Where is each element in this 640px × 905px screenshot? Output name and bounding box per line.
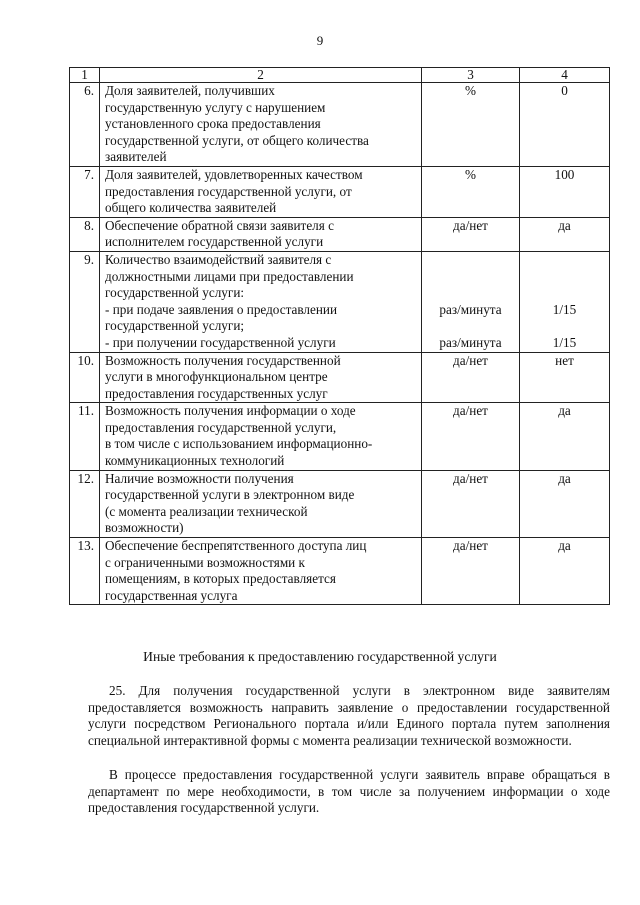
table-row (70, 251, 610, 352)
unit-line (426, 318, 515, 335)
value-cell (520, 251, 610, 352)
unit-cell (422, 83, 520, 167)
criterion-line: заявителей (105, 149, 167, 165)
unit-line (426, 269, 515, 286)
value-line (524, 252, 605, 269)
criterion-line: Наличие возможности получения (105, 470, 294, 486)
unit-line: да/нет (453, 217, 488, 233)
paragraph-25 (88, 683, 610, 749)
value-line (524, 318, 605, 335)
value-cell (520, 83, 610, 167)
value-cell (520, 403, 610, 470)
header-cell-2: 2 (100, 68, 422, 83)
value-cell (520, 538, 610, 605)
value-cell (520, 166, 610, 217)
criterion-line: - при подаче заявления о предоставлении (105, 301, 338, 317)
value-line: да (558, 538, 571, 554)
unit-line: раз/минута (439, 301, 502, 317)
criteria-table (69, 67, 610, 605)
unit-line: % (465, 166, 476, 182)
unit-cell (422, 538, 520, 605)
value-line (524, 285, 605, 302)
row-number: 11. (70, 403, 100, 470)
table-row (70, 166, 610, 217)
value-line: 100 (554, 166, 575, 182)
row-number: 10. (70, 352, 100, 403)
criterion-line: в том числе с использованием информационно- (105, 436, 373, 452)
table-row (70, 217, 610, 251)
criterion-line: государственной услуги; (105, 318, 245, 334)
criterion-line: предоставления государственной услуги, от (105, 183, 352, 199)
criterion-line: помещениям, в которых предоставляется (105, 571, 336, 587)
value-line: 0 (561, 83, 568, 98)
criterion-line: общего количества заявителей (105, 200, 277, 216)
unit-line: раз/минута (439, 334, 502, 350)
criterion-line: предоставления государственных услуг (105, 385, 328, 401)
unit-line (426, 252, 515, 269)
value-line: нет (555, 352, 574, 368)
header-cell-1: 1 (70, 68, 100, 83)
criterion-line: должностными лицами при предоставлении (105, 268, 354, 284)
unit-line: да/нет (453, 470, 488, 486)
value-cell (520, 217, 610, 251)
value-line (524, 269, 605, 286)
unit-cell (422, 166, 520, 217)
value-line: 1/15 (552, 301, 577, 317)
table-row (70, 538, 610, 605)
criterion-line: государственной услуги: (105, 285, 245, 301)
criterion-line: Доля заявителей, получивших (105, 83, 275, 98)
unit-cell (422, 352, 520, 403)
paragraph-25-text: 25. Для получения государственной услуги в электронном виде заявителям предоставляется возможность направить заявление о предоставлении государственной услуги посредством Регионального портала и/или Единого портала путем заполнения специальной интерактивной формы с момента реализации технической возможности. (88, 683, 610, 748)
criterion-line: Обеспечение беспрепятственного доступа лиц (105, 538, 367, 554)
header-cell-3: 3 (422, 68, 520, 83)
criterion-text (100, 166, 422, 217)
criterion-text (100, 83, 422, 167)
paragraph-process-text: В процессе предоставления государственной услуги заявитель вправе обращаться в департамент по мере необходимости, в том числе за получением информации о ходе предоставления государственной услуги. (88, 767, 610, 816)
row-number: 13. (70, 538, 100, 605)
criterion-line: предоставления государственной услуги, (105, 419, 337, 435)
criterion-line: Возможность получения государственной (105, 352, 341, 368)
unit-line: да/нет (453, 403, 488, 419)
table-row (70, 403, 610, 470)
criterion-line: услуги в многофункциональном центре (105, 369, 328, 385)
row-number: 12. (70, 470, 100, 537)
row-number: 6. (70, 83, 100, 167)
criterion-text (100, 217, 422, 251)
paragraph-process (88, 767, 610, 817)
unit-line: да/нет (453, 352, 488, 368)
criterion-line: - при получении государственной услуги (105, 334, 336, 350)
value-cell (520, 352, 610, 403)
criterion-line: установленного срока предоставления (105, 116, 321, 132)
criterion-text (100, 403, 422, 470)
criterion-line: (с момента реализации технической (105, 503, 308, 519)
criterion-line: возможности) (105, 520, 184, 536)
table-row (70, 352, 610, 403)
criterion-line: государственную услугу с нарушением (105, 99, 326, 115)
criterion-line: коммуникационных технологий (105, 453, 285, 469)
row-number: 7. (70, 166, 100, 217)
criterion-line: государственной услуги, от общего количества (105, 132, 369, 148)
criterion-line: государственная услуга (105, 587, 238, 603)
row-number: 8. (70, 217, 100, 251)
value-line: да (558, 403, 571, 419)
criterion-line: Возможность получения информации о ходе (105, 403, 356, 419)
unit-line: да/нет (453, 538, 488, 554)
page-number: 9 (316, 33, 324, 48)
unit-line (426, 285, 515, 302)
criterion-line: государственной услуги в электронном виде (105, 487, 355, 503)
value-line: да (558, 470, 571, 486)
unit-cell (422, 403, 520, 470)
criterion-text (100, 251, 422, 352)
header-cell-4: 4 (520, 68, 610, 83)
unit-cell (422, 251, 520, 352)
criterion-line: Количество взаимодействий заявителя с (105, 251, 332, 267)
criterion-line: с ограниченными возможностями к (105, 554, 305, 570)
criterion-text (100, 470, 422, 537)
criterion-line: исполнителем государственной услуги (105, 234, 324, 250)
unit-line: % (465, 83, 476, 98)
value-line: 1/15 (552, 334, 577, 350)
value-cell (520, 470, 610, 537)
criterion-line: Обеспечение обратной связи заявителя с (105, 217, 334, 233)
unit-cell (422, 470, 520, 537)
unit-cell (422, 217, 520, 251)
value-line: да (558, 217, 571, 233)
table-row (70, 470, 610, 537)
criterion-text (100, 538, 422, 605)
table-row (70, 83, 610, 167)
criterion-line: Доля заявителей, удовлетворенных качеством (105, 166, 363, 182)
table-header-row (70, 68, 610, 83)
section-heading: Иные требования к предоставлению государственной услуги (143, 649, 497, 664)
row-number: 9. (70, 251, 100, 352)
criterion-text (100, 352, 422, 403)
